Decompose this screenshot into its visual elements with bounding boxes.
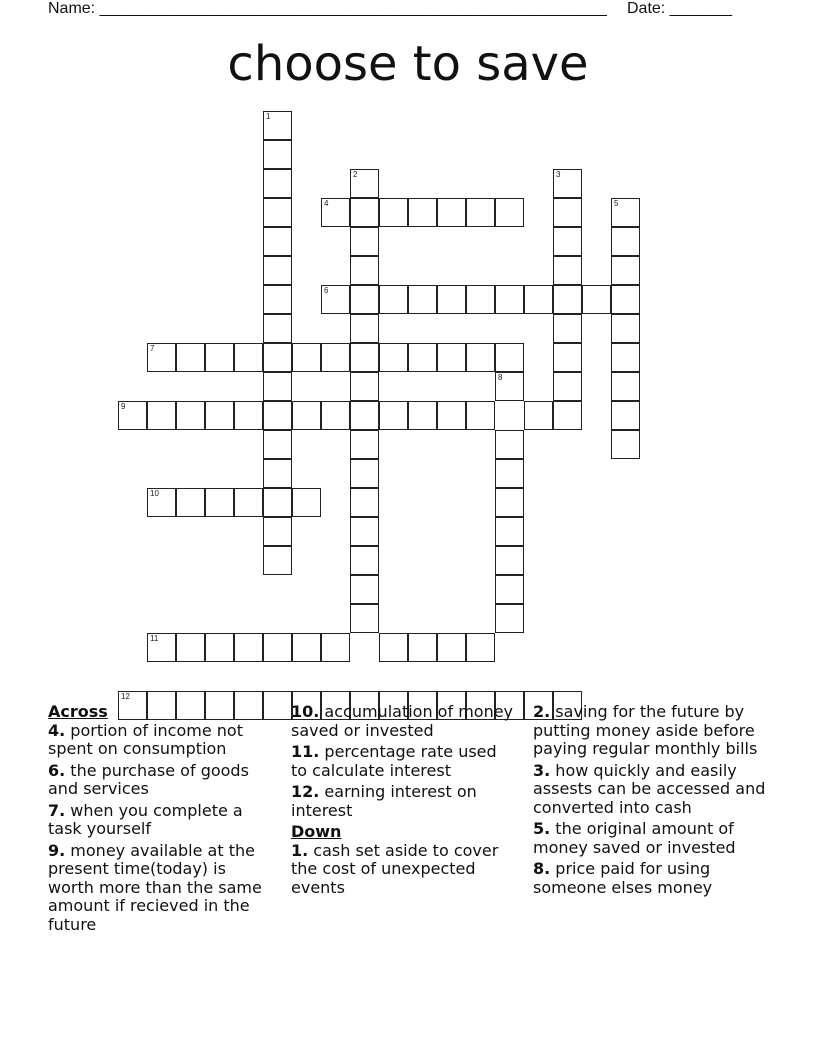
grid-cell[interactable] xyxy=(524,401,553,430)
clue-item xyxy=(291,783,516,820)
grid-cell[interactable] xyxy=(437,198,466,227)
grid-cell[interactable] xyxy=(437,633,466,662)
grid-cell[interactable] xyxy=(234,633,263,662)
grid-cell[interactable] xyxy=(350,517,379,546)
clue-number: 3 xyxy=(556,170,561,179)
clue-number: 5 xyxy=(614,199,619,208)
grid-cell[interactable] xyxy=(205,633,234,662)
grid-cell[interactable] xyxy=(147,343,176,372)
grid-cell[interactable] xyxy=(321,198,350,227)
clue-num: 1. xyxy=(291,840,309,860)
grid-cell[interactable] xyxy=(553,314,582,343)
page-title: choose to save xyxy=(227,36,589,92)
grid-cell[interactable] xyxy=(176,401,205,430)
clue-text: price paid for using someone elses money xyxy=(533,859,713,897)
clue-number: 12 xyxy=(121,692,130,701)
grid-cell[interactable] xyxy=(408,285,437,314)
grid-cell[interactable] xyxy=(205,343,234,372)
grid-cell[interactable] xyxy=(118,401,147,430)
clue-text: earning interest on interest xyxy=(291,782,477,820)
clue-num: 11. xyxy=(291,742,320,761)
clue-item xyxy=(291,842,516,898)
grid-cell[interactable] xyxy=(147,488,176,517)
down-heading: Down xyxy=(291,822,342,841)
grid-cell[interactable] xyxy=(263,372,292,401)
grid-cell[interactable] xyxy=(611,372,640,401)
grid-cell[interactable] xyxy=(263,111,292,140)
clue-num: 3. xyxy=(533,760,551,780)
grid-cell[interactable] xyxy=(495,198,524,227)
grid-cell[interactable] xyxy=(495,285,524,314)
grid-cell[interactable] xyxy=(147,633,176,662)
clue-text: the purchase of goods and services xyxy=(48,760,249,798)
grid-cell[interactable] xyxy=(553,256,582,285)
clue-item xyxy=(48,842,273,935)
grid-cell[interactable] xyxy=(466,198,495,227)
grid-cell[interactable] xyxy=(379,343,408,372)
grid-cell[interactable] xyxy=(553,169,582,198)
grid-cell[interactable] xyxy=(350,227,379,256)
grid-cell[interactable] xyxy=(263,169,292,198)
grid-cell[interactable] xyxy=(495,459,524,488)
grid-cell[interactable] xyxy=(292,633,321,662)
clue-item xyxy=(533,703,768,759)
grid-cell[interactable] xyxy=(234,343,263,372)
grid-cell[interactable] xyxy=(350,343,379,372)
grid-cell[interactable] xyxy=(611,314,640,343)
grid-cell[interactable] xyxy=(350,546,379,575)
grid-cell[interactable] xyxy=(466,401,495,430)
clue-item xyxy=(291,743,516,780)
grid-cell[interactable] xyxy=(205,401,234,430)
grid-cell[interactable] xyxy=(350,314,379,343)
grid-cell[interactable] xyxy=(321,401,350,430)
grid-cell[interactable] xyxy=(466,343,495,372)
clue-num: 6. xyxy=(48,760,66,780)
clue-number: 1 xyxy=(266,112,271,121)
clue-text: the original amount of money saved or invested xyxy=(533,819,736,857)
grid-cell[interactable] xyxy=(495,372,524,401)
grid-cell[interactable] xyxy=(379,401,408,430)
grid-cell[interactable] xyxy=(408,633,437,662)
grid-cell[interactable] xyxy=(263,517,292,546)
grid-cell[interactable] xyxy=(263,488,292,517)
clue-number: 10 xyxy=(150,489,159,498)
clue-num: 9. xyxy=(48,840,66,860)
grid-cell[interactable] xyxy=(408,401,437,430)
clue-number: 9 xyxy=(121,402,126,411)
clue-num: 4. xyxy=(48,720,66,740)
grid-cell[interactable] xyxy=(553,343,582,372)
grid-cell[interactable] xyxy=(263,256,292,285)
grid-cell[interactable] xyxy=(437,401,466,430)
clues-column-3 xyxy=(533,703,768,900)
grid-cell[interactable] xyxy=(350,401,379,430)
grid-cell[interactable] xyxy=(176,633,205,662)
grid-cell[interactable] xyxy=(553,285,582,314)
grid-cell[interactable] xyxy=(495,430,524,459)
clue-text: how quickly and easily assests can be accessed and converted into cash xyxy=(533,760,766,817)
date-label: Date: xyxy=(627,0,670,17)
grid-cell[interactable] xyxy=(611,285,640,314)
clue-number: 11 xyxy=(150,634,159,643)
grid-cell[interactable] xyxy=(379,198,408,227)
clue-item xyxy=(291,703,516,740)
grid-cell[interactable] xyxy=(350,604,379,633)
clue-number: 2 xyxy=(353,170,358,179)
grid-cell[interactable] xyxy=(495,343,524,372)
across-heading: Across xyxy=(48,702,108,721)
grid-cell[interactable] xyxy=(408,343,437,372)
clue-text: cash set aside to cover the cost of unexpected events xyxy=(291,840,499,897)
grid-cell[interactable] xyxy=(611,401,640,430)
grid-cell[interactable] xyxy=(379,285,408,314)
grid-cell[interactable] xyxy=(263,343,292,372)
grid-cell[interactable] xyxy=(176,488,205,517)
name-label: Name: xyxy=(48,0,100,17)
grid-cell[interactable] xyxy=(263,459,292,488)
clue-num: 8. xyxy=(533,859,551,878)
clue-item xyxy=(48,722,273,759)
clue-text: saving for the future by putting money aside before paying regular monthly bills xyxy=(533,702,758,758)
clue-num: 2. xyxy=(533,702,551,721)
grid-cell[interactable] xyxy=(466,633,495,662)
grid-cell[interactable] xyxy=(263,227,292,256)
grid-cell[interactable] xyxy=(495,488,524,517)
grid-cell[interactable] xyxy=(205,488,234,517)
grid-cell[interactable] xyxy=(582,285,611,314)
grid-cell[interactable] xyxy=(379,633,408,662)
grid-cell[interactable] xyxy=(437,343,466,372)
grid-cell[interactable] xyxy=(263,140,292,169)
grid-cell[interactable] xyxy=(553,227,582,256)
grid-cell[interactable] xyxy=(495,604,524,633)
grid-cell[interactable] xyxy=(350,169,379,198)
grid-cell[interactable] xyxy=(611,343,640,372)
grid-cell[interactable] xyxy=(611,430,640,459)
grid-cell[interactable] xyxy=(553,372,582,401)
clue-text: portion of income not spent on consumption xyxy=(48,720,243,758)
grid-cell[interactable] xyxy=(350,198,379,227)
grid-cell[interactable] xyxy=(350,285,379,314)
grid-cell[interactable] xyxy=(611,198,640,227)
grid-cell[interactable] xyxy=(321,343,350,372)
grid-cell[interactable] xyxy=(350,430,379,459)
clues-column-2 xyxy=(291,703,516,900)
grid-cell[interactable] xyxy=(263,430,292,459)
grid-cell[interactable] xyxy=(437,285,466,314)
grid-cell[interactable] xyxy=(176,343,205,372)
grid-cell[interactable] xyxy=(611,227,640,256)
grid-cell[interactable] xyxy=(350,575,379,604)
clue-num: 10. xyxy=(291,702,320,721)
grid-cell[interactable] xyxy=(321,633,350,662)
clue-num: 5. xyxy=(533,819,551,838)
clue-num: 12. xyxy=(291,782,320,801)
clue-item xyxy=(48,802,273,839)
grid-cell[interactable] xyxy=(408,198,437,227)
clue-text: accumulation of money saved or invested xyxy=(291,702,514,740)
clue-number: 4 xyxy=(324,199,329,208)
grid-cell[interactable] xyxy=(524,285,553,314)
grid-cell[interactable] xyxy=(263,633,292,662)
grid-cell[interactable] xyxy=(495,546,524,575)
grid-cell[interactable] xyxy=(292,401,321,430)
grid-cell[interactable] xyxy=(466,285,495,314)
grid-cell[interactable] xyxy=(292,343,321,372)
grid-cell[interactable] xyxy=(263,401,292,430)
grid-cell[interactable] xyxy=(234,488,263,517)
clue-text: when you complete a task yourself xyxy=(48,800,243,838)
grid-cell[interactable] xyxy=(147,401,176,430)
grid-cell[interactable] xyxy=(292,488,321,517)
grid-cell[interactable] xyxy=(350,372,379,401)
grid-cell[interactable] xyxy=(553,401,582,430)
clue-text: percentage rate used to calculate interest xyxy=(291,742,497,780)
grid-cell[interactable] xyxy=(263,546,292,575)
clue-number: 6 xyxy=(324,286,329,295)
grid-cell[interactable] xyxy=(611,256,640,285)
name-line[interactable]: _________________________________________________________ xyxy=(99,0,607,17)
grid-cell[interactable] xyxy=(234,401,263,430)
grid-cell[interactable] xyxy=(321,285,350,314)
grid-cell[interactable] xyxy=(263,198,292,227)
grid-cell[interactable] xyxy=(263,314,292,343)
grid-cell[interactable] xyxy=(495,575,524,604)
grid-cell[interactable] xyxy=(350,256,379,285)
clue-number: 8 xyxy=(498,373,503,382)
grid-cell[interactable] xyxy=(350,459,379,488)
grid-cell[interactable] xyxy=(553,198,582,227)
clue-item xyxy=(48,762,273,799)
grid-cell[interactable] xyxy=(350,488,379,517)
clue-text: money available at the present time(today) is worth more than the same amount if recieved in the future xyxy=(48,840,262,934)
clue-number: 7 xyxy=(150,344,155,353)
date-line[interactable]: _______ xyxy=(669,0,732,17)
grid-cell[interactable] xyxy=(263,285,292,314)
clue-num: 7. xyxy=(48,800,66,820)
clue-item xyxy=(533,860,768,897)
clue-item xyxy=(533,820,768,857)
clues-column-1 xyxy=(48,703,273,937)
clue-item xyxy=(533,762,768,818)
grid-cell[interactable] xyxy=(495,517,524,546)
